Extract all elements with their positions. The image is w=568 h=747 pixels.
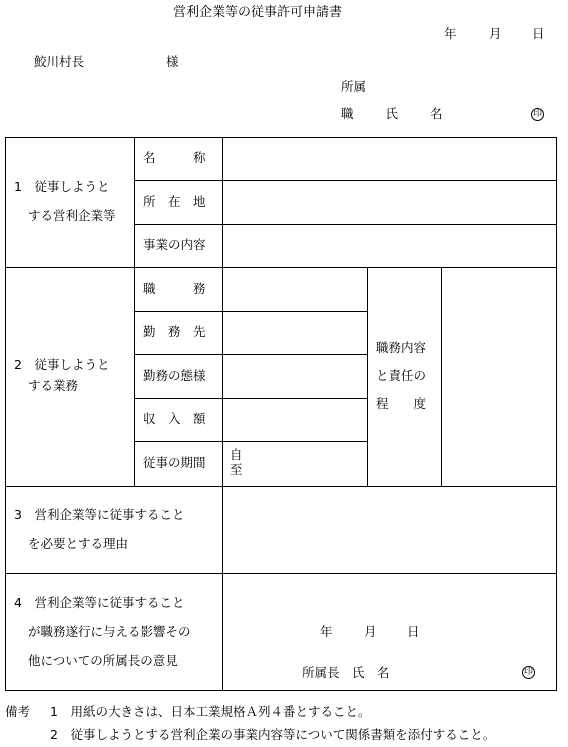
section4-label-line3: 他についての所属長の意見 (28, 653, 178, 668)
addressee-name: 鮫川村長 (34, 54, 85, 69)
section2-duties-value[interactable] (442, 268, 556, 486)
section3-label-line1: 3 営利企業等に従事すること (14, 507, 185, 522)
section2-row-workplace: 勤 務 先 (143, 324, 206, 339)
section1-label-line1: 1 従事しようと (14, 179, 110, 194)
duties-label-line1: 職務内容 (376, 340, 427, 355)
name-label-text: 職 氏 名 (341, 106, 457, 121)
page-title: 営利企業等の従事許可申請書 (173, 5, 343, 20)
seal-mark: 印 (532, 109, 542, 119)
section4-date-year: 年 (320, 624, 333, 639)
section4-label-line1: 4 営利企業等に従事すること (14, 595, 185, 610)
section4-seal-mark: 印 (523, 667, 533, 677)
section1-row-business: 事業の内容 (143, 237, 206, 252)
section3-reason-value[interactable] (223, 487, 556, 573)
section2-income-value[interactable] (223, 399, 367, 441)
date-year: 年 (444, 26, 457, 41)
affiliation-label: 所属 (341, 79, 367, 94)
section2-workplace-value[interactable] (223, 312, 367, 354)
note-1: 1 用紙の大きさは、日本工業規格Ａ列４番とすること。 (50, 704, 371, 719)
section2-row-income: 収 入 額 (143, 411, 206, 426)
section1-address-value[interactable] (223, 181, 556, 224)
section1-name-value[interactable] (223, 138, 556, 180)
section2-work-style-value[interactable] (223, 355, 367, 398)
period-from: 自 (230, 447, 243, 462)
section4-signer-label: 所属長 氏 名 (302, 665, 390, 680)
duties-label-line2: と責任の (376, 368, 427, 383)
date-month: 月 (489, 26, 502, 41)
section1-label-line2: する営利企業等 (28, 208, 116, 223)
section2-label-line1: 2 従事しようと (14, 357, 110, 372)
notes-heading: 備考 (5, 704, 31, 719)
section2-row-work-style: 勤務の態様 (143, 368, 206, 383)
addressee-honorific: 様 (166, 54, 179, 69)
section1-business-value[interactable] (223, 225, 556, 267)
section1-row-name: 名 称 (143, 150, 206, 165)
section2-label-line2: する業務 (28, 378, 79, 393)
note-2: 2 従事しようとする営利企業の事業内容等について関係書類を添付すること。 (50, 727, 496, 742)
section4-date-month: 月 (364, 624, 377, 639)
period-to: 至 (230, 462, 243, 477)
section1-row-address: 所 在 地 (143, 194, 206, 209)
duties-label-line3: 程 度 (376, 396, 427, 411)
section4-label-line2: が職務遂行に与える影響その (28, 624, 191, 639)
section2-duty-value[interactable] (223, 268, 367, 311)
section2-row-period: 従事の期間 (143, 455, 206, 470)
section2-row-duty: 職 務 (143, 281, 206, 296)
name-label (341, 106, 457, 121)
date-day: 日 (532, 26, 545, 41)
section4-date-day: 日 (407, 624, 420, 639)
section3-label-line2: を必要とする理由 (28, 536, 129, 551)
